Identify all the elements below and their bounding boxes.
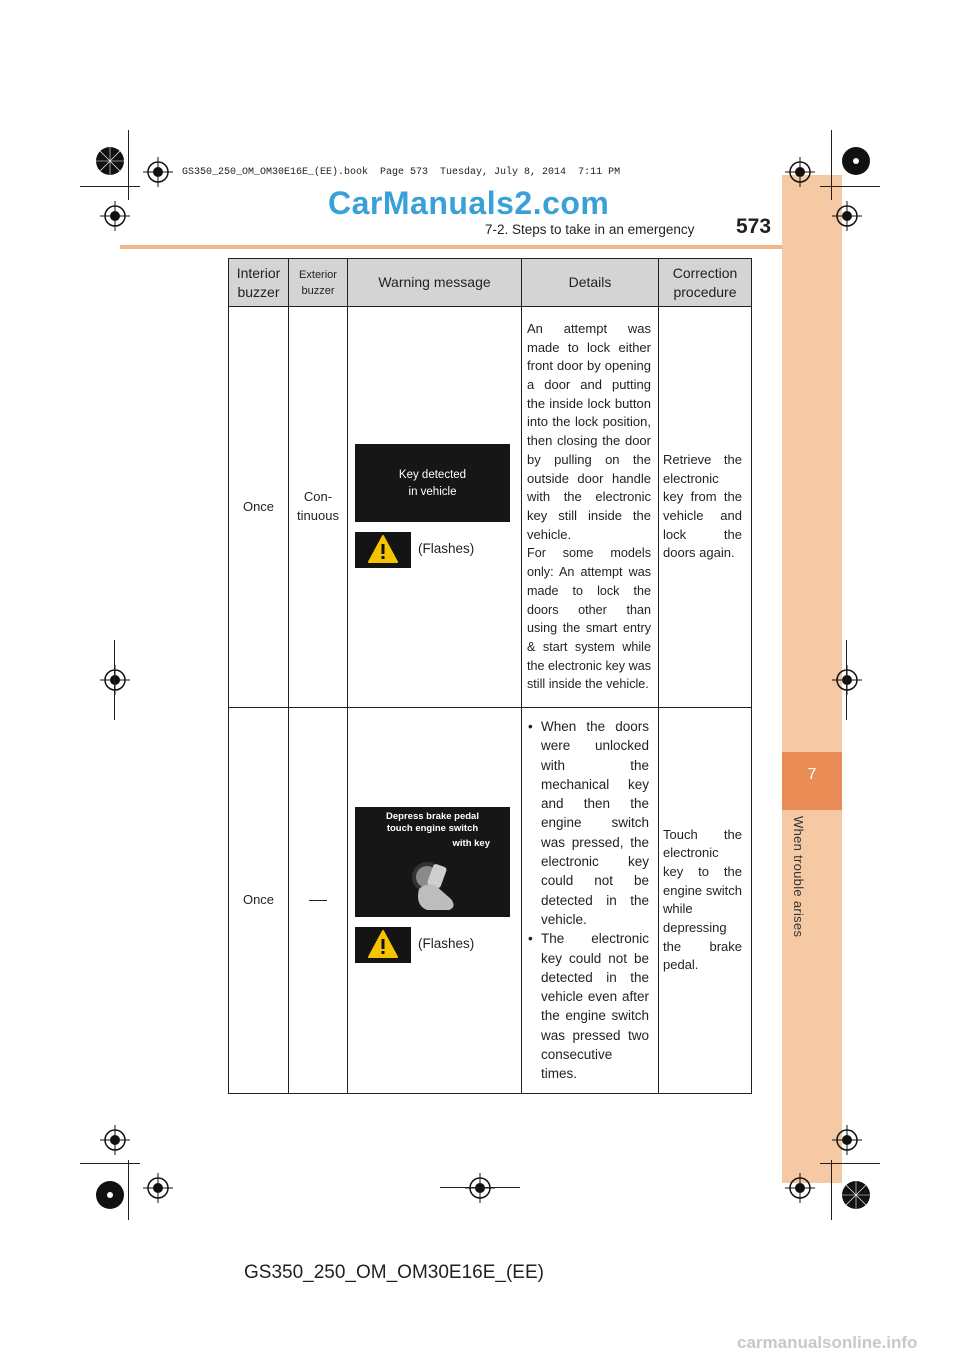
book-info-line: GS350_250_OM_OM30E16E_(EE).book Page 573 Tuesday, July 8, 2014 7:11 PM (182, 167, 621, 178)
crosshair-icon (832, 201, 862, 231)
crosshair-icon (832, 665, 862, 695)
trim-line (831, 130, 832, 200)
trim-line (80, 1163, 140, 1164)
screen-text-line1: Key detected (398, 469, 467, 481)
details-bullet: • When the doors were unlocked with the mechanical key and then the engine switch was pressed, the electronic key could not be detected in the vehicle. (528, 717, 649, 929)
correction-cell: Touch the electronic key to the engine switch while depressing the brake pedal. (659, 708, 752, 1094)
crosshair-icon (100, 665, 130, 695)
trim-line (820, 186, 880, 187)
trim-line (831, 1160, 832, 1220)
interior-buzzer-cell: Once (229, 708, 289, 1094)
header-warning-message: Warning message (348, 259, 522, 307)
screen-text-line2: touch engine switch (386, 823, 479, 834)
correction-cell: Retrieve the electronic key from the vehicle and lock the doors again. (659, 307, 752, 708)
flashes-label: (Flashes) (418, 541, 475, 556)
hand-with-key-icon (405, 855, 460, 911)
crosshair-icon (785, 157, 815, 187)
details-text: An attempt was made to lock either front door by opening a door and putting the inside lock button into the lock position, then closing the door by pulling on the outside door handle with the electronic key still inside the vehicle. (527, 320, 651, 542)
chapter-label: When trouble arises (791, 816, 806, 938)
header-correction: Correction procedure (659, 259, 752, 307)
registration-starburst-icon (95, 146, 125, 176)
trim-line (128, 130, 129, 200)
crosshair-icon (100, 201, 130, 231)
warning-message-cell (348, 708, 522, 1094)
crosshair-icon (100, 1125, 130, 1155)
warning-message-cell (348, 307, 522, 708)
table-row (229, 307, 752, 708)
warning-triangle-icon (355, 927, 411, 963)
site-watermark-header: CarManuals2.com (328, 185, 610, 221)
trim-line (114, 640, 115, 720)
registration-starburst-icon (841, 1180, 871, 1210)
flashes-label: (Flashes) (418, 936, 475, 951)
site-watermark-footer: carmanualsonline.info (737, 1333, 918, 1352)
page-number: 573 (736, 215, 772, 238)
crosshair-icon (832, 1125, 862, 1155)
depress-brake-screen (355, 807, 510, 917)
registration-starburst-icon (841, 146, 871, 176)
exterior-buzzer-cell: Con-tinuous (289, 307, 348, 708)
trim-line (846, 640, 847, 720)
table-header-row (229, 259, 752, 307)
registration-starburst-icon (95, 1180, 125, 1210)
section-title: 7-2. Steps to take in an emergency (485, 222, 695, 237)
header-rule (120, 245, 782, 249)
header-details: Details (522, 259, 659, 307)
table-row (229, 708, 752, 1094)
crosshair-icon (785, 1173, 815, 1203)
details-cell (522, 708, 659, 1094)
trim-line (128, 1160, 129, 1220)
screen-text-line3: with key (452, 838, 490, 849)
screen-text-line1: Depress brake pedal (386, 811, 479, 822)
warning-triangle-icon (355, 532, 411, 568)
details-text-models: For some models only: An attempt was made to lock the doors other than using the smart entry & start system while the electronic key was still inside the vehicle. (527, 546, 651, 692)
no-buzzer-dash (309, 900, 327, 901)
header-interior-buzzer: Interior buzzer (229, 259, 289, 307)
trim-line (440, 1187, 520, 1188)
exterior-buzzer-cell (289, 708, 348, 1094)
warning-table (228, 258, 752, 1094)
document-code: GS350_250_OM_OM30E16E_(EE) (244, 1262, 544, 1283)
trim-line (80, 186, 140, 187)
details-bullet: • The electronic key could not be detected in the vehicle even after the engine switch was pressed two consecutive times. (528, 929, 649, 1083)
screen-text-line2: in vehicle (408, 486, 457, 498)
crosshair-icon (143, 1173, 173, 1203)
key-detected-screen (355, 444, 510, 522)
header-exterior-buzzer: Exterior buzzer (289, 259, 348, 307)
interior-buzzer-cell: Once (229, 307, 289, 708)
crosshair-icon (465, 1173, 495, 1203)
trim-line (820, 1163, 880, 1164)
crosshair-icon (143, 157, 173, 187)
details-cell (522, 307, 659, 708)
chapter-number: 7 (807, 766, 817, 783)
